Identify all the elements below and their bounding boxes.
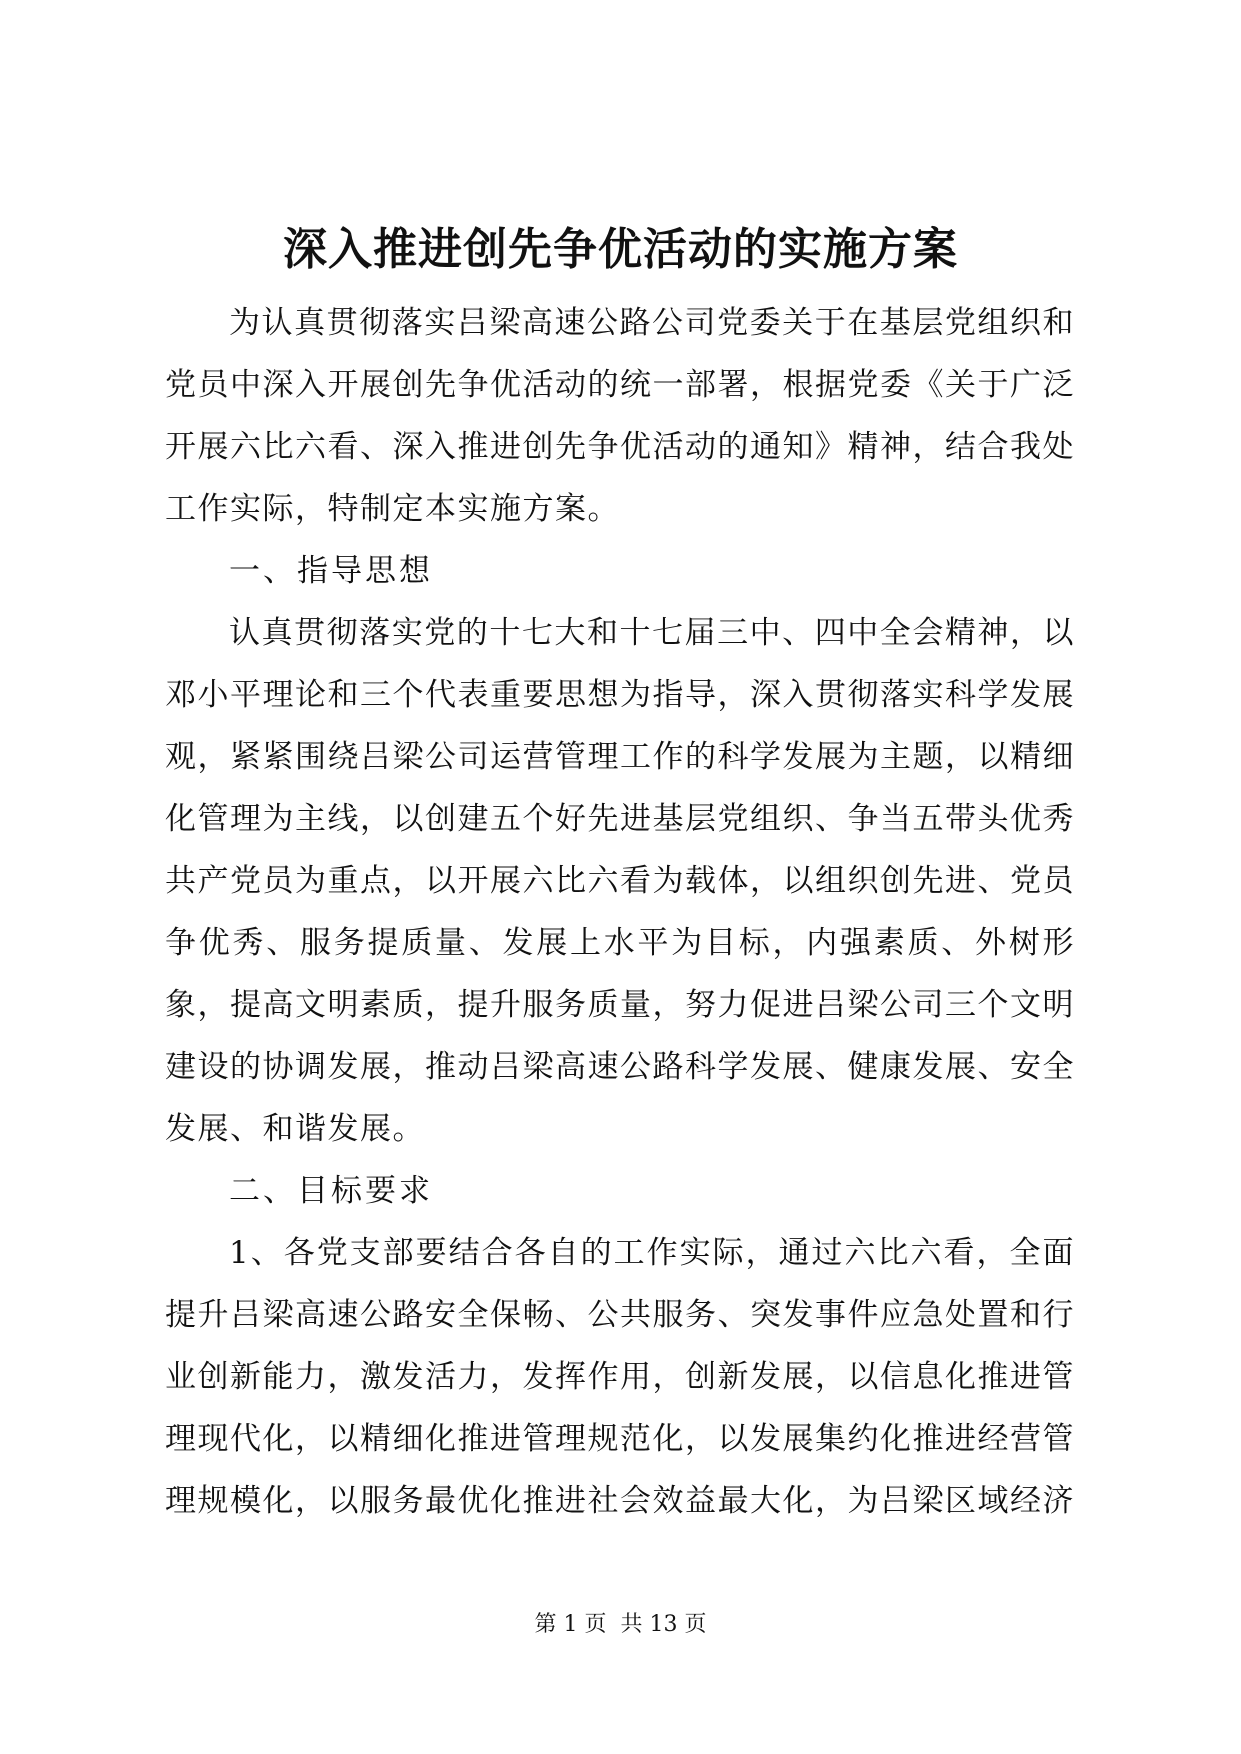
page-footer <box>0 1610 1241 1640</box>
intro-paragraph: 为认真贯彻落实吕梁高速公路公司党委关于在基层党组织和党员中深入开展创先争优活动的统一部署，根据党委《关于广泛开展六比六看、深入推进创先争优活动的通知》精神，结合我处工作实际，特制定本实施方案。 <box>165 305 1075 527</box>
guiding-ideology-paragraph: 认真贯彻落实党的十七大和十七届三中、四中全会精神，以邓小平理论和三个代表重要思想为指导，深入贯彻落实科学发展观，紧紧围绕吕梁公司运营管理工作的科学发展为主题，以精细化管理为主线，以创建五个好先进基层党组织、争当五带头优秀共产党员为重点，以开展六比六看为载体，以组织创先进、党员争优秀、服务提质量、发展上水平为目标，内强素质、外树形象，提高文明素质，提升服务质量，努力促进吕梁公司三个文明建设的协调发展，推动吕梁高速公路科学发展、健康发展、安全发展、和谐发展。 <box>165 615 1075 1147</box>
section-heading-goals: 二、目标要求 <box>229 1173 433 1209</box>
section-heading-guiding-ideology: 一、指导思想 <box>229 553 433 589</box>
document-body <box>165 292 1075 1532</box>
goals-item-1-paragraph: 1、各党支部要结合各自的工作实际，通过六比六看，全面提升吕梁高速公路安全保畅、公共服务、突发事件应急处置和行业创新能力，激发活力，发挥作用，创新发展，以信息化推进管理现代化，以精细化推进管理规范化，以发展集约化推进经营管理规模化，以服务最优化推进社会效益最大化，为吕梁区域经济 <box>165 1235 1075 1519</box>
page-number-label: 第 1 页 共 13 页 <box>534 1612 707 1637</box>
document-title: 深入推进创先争优活动的实施方案 <box>283 224 958 275</box>
